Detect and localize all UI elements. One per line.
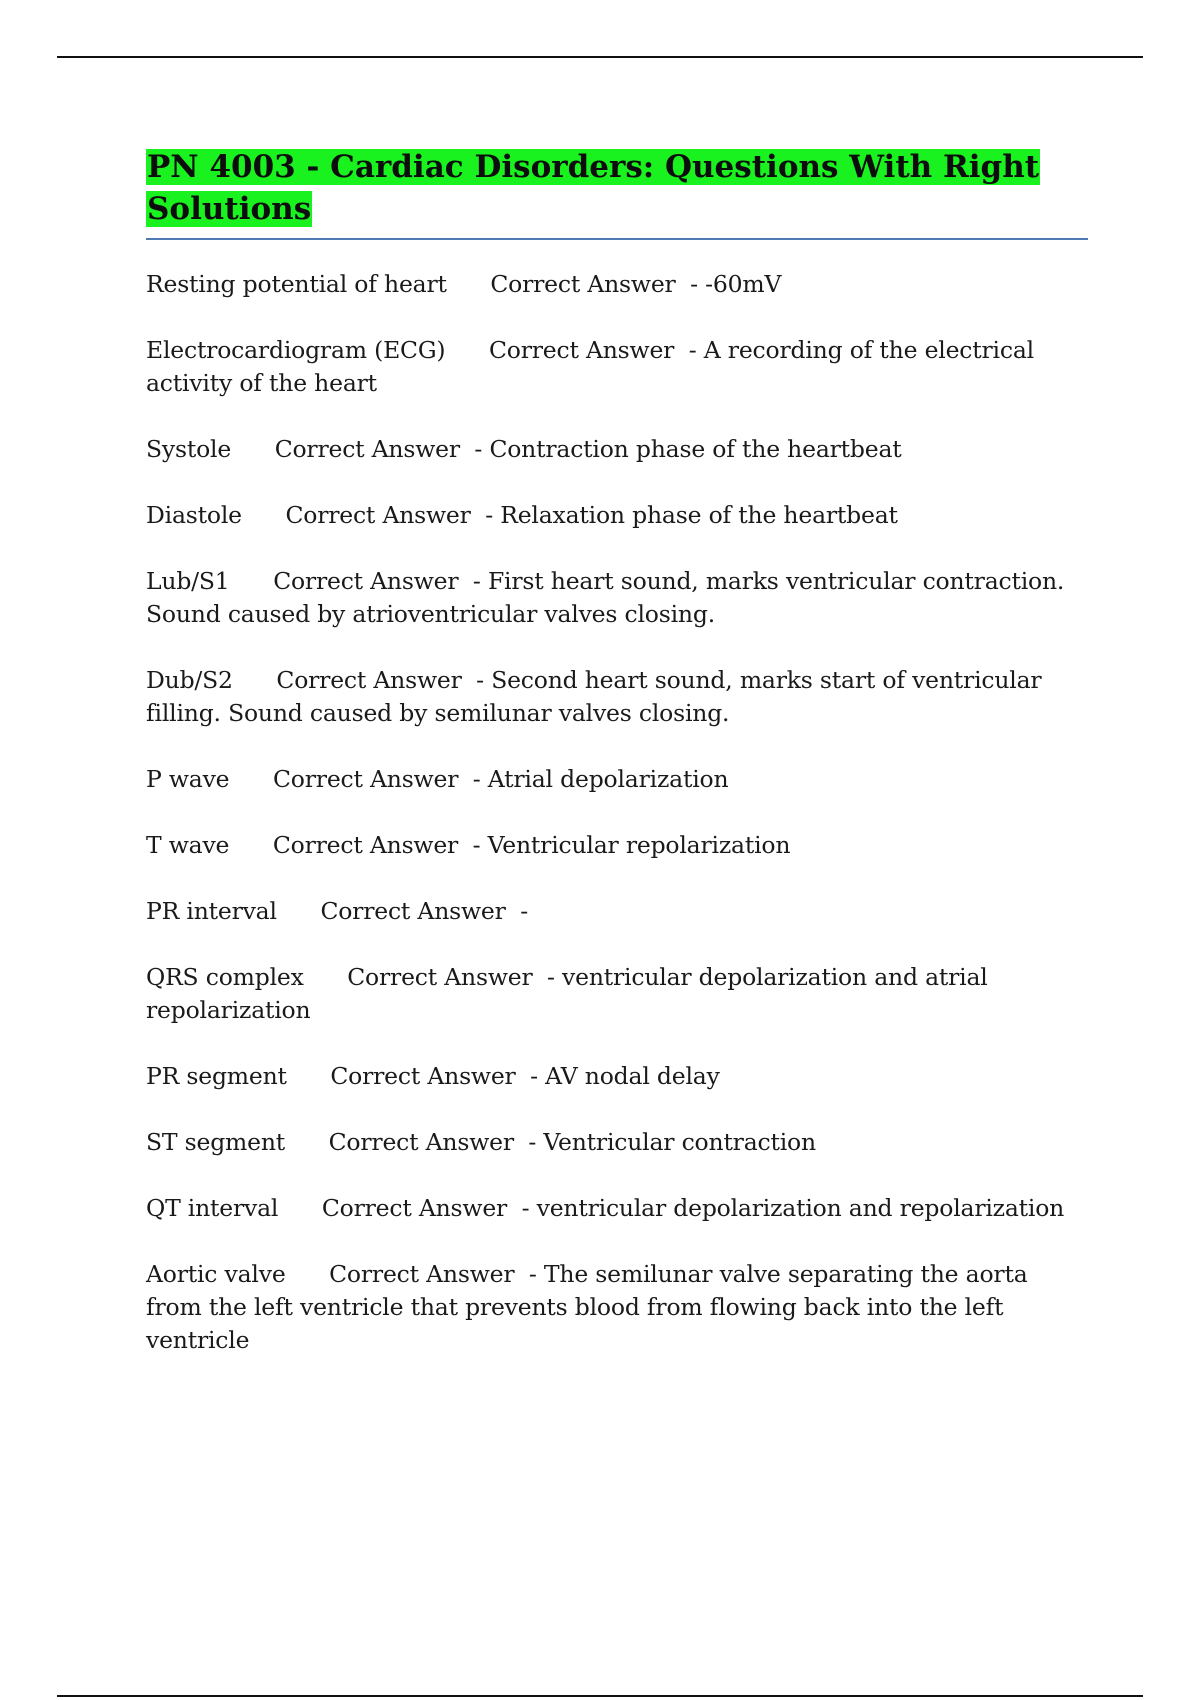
question-term: P wave bbox=[146, 765, 230, 793]
document-body bbox=[146, 146, 1088, 1390]
answer-text: First heart sound, marks ventricular contraction. Sound caused by atrioventricular valves closing. bbox=[146, 567, 1065, 628]
qa-item: Electrocardiogram (ECG) Correct Answer - A recording of the electrical activity of the heart bbox=[146, 336, 1034, 397]
qa-item: Systole Correct Answer - Contraction phase of the heartbeat bbox=[146, 435, 902, 463]
qa-item: P wave Correct Answer - Atrial depolarization bbox=[146, 765, 729, 793]
qa-item: Dub/S2 Correct Answer - Second heart sound, marks start of ventricular filling. Sound caused by semilunar valves closing. bbox=[146, 666, 1042, 727]
question-term: T wave bbox=[146, 831, 230, 859]
answer-text: -60mV bbox=[705, 270, 782, 298]
footer-rule bbox=[57, 1695, 1143, 1697]
answer-label: Correct Answer bbox=[490, 270, 676, 298]
question-term: Electrocardiogram (ECG) bbox=[146, 336, 446, 364]
answer-text: Contraction phase of the heartbeat bbox=[489, 435, 902, 463]
answer-text: Ventricular repolarization bbox=[487, 831, 791, 859]
answer-label: Correct Answer bbox=[285, 501, 471, 529]
qa-list bbox=[146, 268, 1088, 1357]
question-term: Resting potential of heart bbox=[146, 270, 447, 298]
answer-text: Relaxation phase of the heartbeat bbox=[500, 501, 898, 529]
qa-item: Lub/S1 Correct Answer - First heart sound, marks ventricular contraction. Sound caused by atrioventricular valves closing. bbox=[146, 567, 1065, 628]
question-term: PR segment bbox=[146, 1062, 287, 1090]
qa-item: T wave Correct Answer - Ventricular repolarization bbox=[146, 831, 791, 859]
answer-label: Correct Answer bbox=[273, 567, 459, 595]
answer-text: Atrial depolarization bbox=[487, 765, 729, 793]
question-term: Dub/S2 bbox=[146, 666, 233, 694]
answer-label: Correct Answer bbox=[274, 435, 460, 463]
answer-text: Ventricular contraction bbox=[543, 1128, 816, 1156]
answer-label: Correct Answer bbox=[320, 897, 506, 925]
header-rule bbox=[57, 56, 1143, 58]
answer-text: The semilunar valve separating the aorta from the left ventricle that prevents blood from flowing back into the left ventricle bbox=[146, 1260, 1028, 1354]
qa-item: Diastole Correct Answer - Relaxation phase of the heartbeat bbox=[146, 501, 898, 529]
question-term: QRS complex bbox=[146, 963, 304, 991]
title-highlight: PN 4003 - Cardiac Disorders: Questions With Right Solutions bbox=[147, 149, 1040, 227]
qa-item: PR segment Correct Answer - AV nodal delay bbox=[146, 1062, 720, 1090]
qa-item: QRS complex Correct Answer - ventricular depolarization and atrial repolarization bbox=[146, 963, 988, 1024]
answer-label: Correct Answer bbox=[273, 765, 459, 793]
document-title bbox=[146, 146, 1088, 230]
question-term: PR interval bbox=[146, 897, 277, 925]
answer-label: Correct Answer bbox=[329, 1260, 515, 1288]
question-term: Systole bbox=[146, 435, 232, 463]
question-term: ST segment bbox=[146, 1128, 286, 1156]
answer-label: Correct Answer bbox=[321, 1194, 508, 1222]
question-term: Diastole bbox=[146, 501, 242, 529]
answer-label: Correct Answer bbox=[489, 336, 675, 364]
answer-label: Correct Answer bbox=[347, 963, 533, 991]
answer-text: A recording of the electrical activity of the heart bbox=[146, 336, 1034, 397]
qa-item: PR interval Correct Answer - bbox=[146, 897, 536, 925]
qa-item: Aortic valve Correct Answer - The semilunar valve separating the aorta from the left ventricle that prevents blood from flowing back into the left ventricle bbox=[146, 1260, 1028, 1354]
answer-label: Correct Answer bbox=[330, 1062, 516, 1090]
answer-text: ventricular depolarization and atrial repolarization bbox=[146, 963, 988, 1024]
answer-label: Correct Answer bbox=[328, 1128, 514, 1156]
qa-item: Resting potential of heart Correct Answer - -60mV bbox=[146, 270, 782, 298]
answer-label: Correct Answer bbox=[276, 666, 462, 694]
question-term: Aortic valve bbox=[146, 1260, 286, 1288]
answer-label: Correct Answer bbox=[272, 831, 459, 859]
question-term: QT interval bbox=[146, 1194, 279, 1222]
qa-item: ST segment Correct Answer - Ventricular contraction bbox=[146, 1128, 816, 1156]
answer-text: AV nodal delay bbox=[545, 1062, 720, 1090]
answer-text: Second heart sound, marks start of ventricular filling. Sound caused by semilunar valves closing. bbox=[146, 666, 1042, 727]
answer-text: ventricular depolarization and repolarization bbox=[536, 1194, 1065, 1222]
qa-item: QT interval Correct Answer - ventricular depolarization and repolarization bbox=[146, 1194, 1065, 1222]
title-block bbox=[146, 146, 1088, 240]
question-term: Lub/S1 bbox=[146, 567, 230, 595]
